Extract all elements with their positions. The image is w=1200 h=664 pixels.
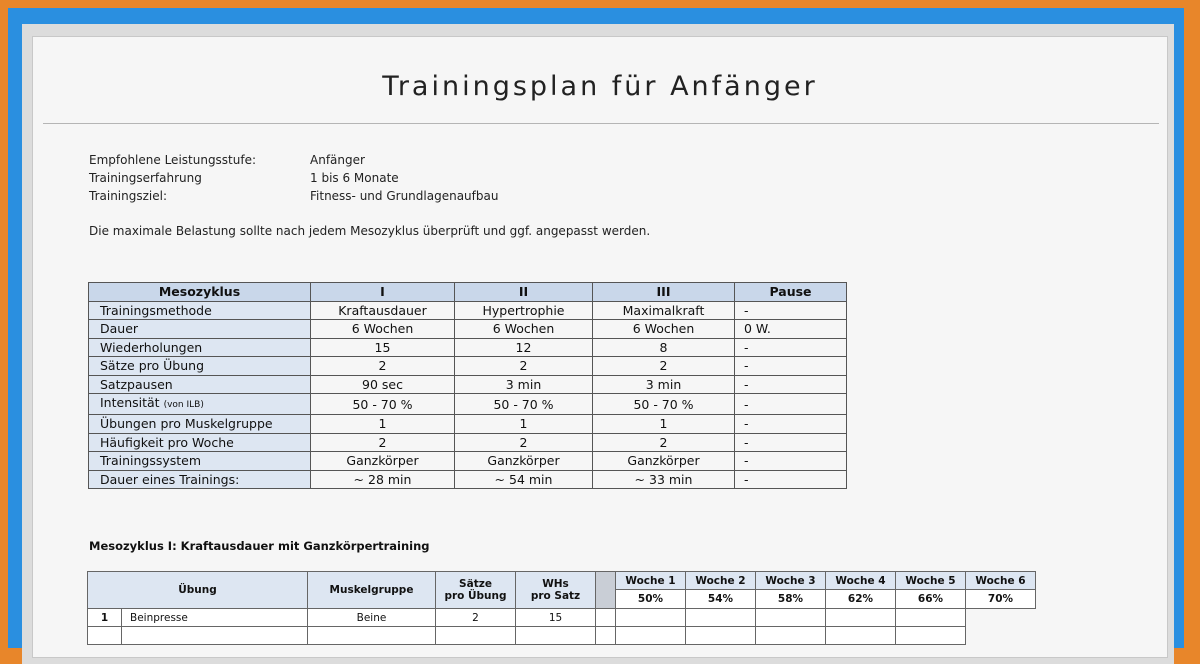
week-label: Woche 1	[616, 572, 686, 590]
cycle-2-value: 3 min	[455, 375, 593, 394]
cycle-2-value: ~ 54 min	[455, 470, 593, 489]
header-muscle-group: Muskelgruppe	[308, 572, 436, 609]
week-label: Woche 6	[966, 572, 1036, 590]
info-key: Trainingserfahrung	[89, 171, 202, 185]
pause-value: -	[735, 433, 847, 452]
week-cell	[686, 609, 756, 627]
week-intensity: 50%	[616, 590, 686, 609]
cycle-3-value: Maximalkraft	[593, 301, 735, 320]
row-label-text: Wiederholungen	[100, 339, 203, 355]
week-intensity: 70%	[966, 590, 1036, 609]
week-cell	[596, 609, 616, 627]
cycle-1-value: Ganzkörper	[311, 452, 455, 471]
cycle-1-value: 6 Wochen	[311, 320, 455, 339]
row-label	[89, 320, 311, 339]
week-label: Woche 3	[756, 572, 826, 590]
cycle-2-value: 12	[455, 338, 593, 357]
table-row	[89, 357, 847, 376]
row-label	[89, 375, 311, 394]
column-separator	[596, 572, 616, 609]
info-value: Fitness- und Grundlagenaufbau	[310, 189, 499, 203]
row-label-text: Satzpausen	[100, 376, 173, 392]
cycle-3-value: 50 - 70 %	[593, 394, 735, 415]
training-plan-table	[87, 571, 1036, 645]
cycle-3-value: 8	[593, 338, 735, 357]
pause-value: -	[735, 338, 847, 357]
week-label: Woche 2	[686, 572, 756, 590]
cycle-3-value: 2	[593, 433, 735, 452]
pause-value: -	[735, 452, 847, 471]
row-label-note: (von ILB)	[163, 400, 204, 410]
header-reps-line1: WHs	[542, 578, 569, 590]
week-intensity: 54%	[686, 590, 756, 609]
muscle-group: Beine	[308, 609, 436, 627]
cycle-3-value: 6 Wochen	[593, 320, 735, 339]
header-reps-line2: pro Satz	[530, 590, 581, 602]
cycle-3-value: 1	[593, 415, 735, 434]
cycle-1-value: 90 sec	[311, 375, 455, 394]
document-title: Trainingsplan für Anfänger	[382, 71, 818, 102]
cycle-2-value: Ganzkörper	[455, 452, 593, 471]
cycle-2-value: Hypertrophie	[455, 301, 593, 320]
header-cycle-3: III	[593, 283, 735, 302]
info-key: Empfohlene Leistungsstufe:	[89, 153, 257, 167]
pause-value: -	[735, 470, 847, 489]
sets-value: 2	[436, 609, 516, 627]
header-sets-line1: Sätze	[459, 578, 492, 590]
cycle-1-value: 2	[311, 433, 455, 452]
cycle-1-value: Kraftausdauer	[311, 301, 455, 320]
table-row	[89, 375, 847, 394]
cycle-1-value: 50 - 70 %	[311, 394, 455, 415]
reps-value: 15	[516, 609, 596, 627]
row-label	[89, 470, 311, 489]
row-label-text: Trainingsmethode	[100, 302, 212, 318]
row-label-text: Übungen pro Muskelgruppe	[100, 416, 273, 432]
adjustment-note: Die maximale Belastung sollte nach jedem Mesozyklus überprüft und ggf. angepasst werden.	[89, 224, 651, 238]
title-divider	[43, 123, 1159, 124]
exercise-name: Beinpresse	[122, 609, 308, 627]
cycle-1-value: 1	[311, 415, 455, 434]
cycle-2-value: 50 - 70 %	[455, 394, 593, 415]
header-reps	[516, 572, 596, 609]
table-row	[89, 470, 847, 489]
week-cell	[896, 609, 966, 627]
week-intensity: 58%	[756, 590, 826, 609]
cycle-2-value: 1	[455, 415, 593, 434]
header-mesozyklus: Mesozyklus	[89, 283, 311, 302]
table-row	[89, 452, 847, 471]
table-row	[89, 394, 847, 415]
document-sheet	[32, 36, 1168, 658]
cycle-2-value: 2	[455, 433, 593, 452]
table-row	[89, 320, 847, 339]
row-label	[89, 301, 311, 320]
table-row	[89, 338, 847, 357]
row-label	[89, 394, 311, 415]
table-row	[89, 301, 847, 320]
pause-value: -	[735, 394, 847, 415]
cycle-1-value: 15	[311, 338, 455, 357]
pause-value: -	[735, 375, 847, 394]
week-cell	[756, 609, 826, 627]
cycle-1-value: ~ 28 min	[311, 470, 455, 489]
header-cycle-2: II	[455, 283, 593, 302]
header-sets	[436, 572, 516, 609]
table-row	[88, 609, 1036, 627]
pause-value: -	[735, 415, 847, 434]
header-pause: Pause	[735, 283, 847, 302]
pause-value: -	[735, 357, 847, 376]
pause-value: 0 W.	[735, 320, 847, 339]
header-cycle-1: I	[311, 283, 455, 302]
exercise-number: 1	[88, 609, 122, 627]
row-label-text: Dauer eines Trainings:	[100, 471, 240, 487]
week-cell	[826, 609, 896, 627]
cycle-3-value: 3 min	[593, 375, 735, 394]
row-label-text: Intensität	[100, 395, 160, 410]
table-header-row	[89, 283, 847, 302]
row-label-text: Trainingssystem	[100, 453, 202, 469]
week-intensity: 66%	[896, 590, 966, 609]
cycle-3-value: Ganzkörper	[593, 452, 735, 471]
cycle-3-value: ~ 33 min	[593, 470, 735, 489]
row-label	[89, 357, 311, 376]
table-row	[89, 415, 847, 434]
header-sets-line2: pro Übung	[444, 590, 507, 602]
week-cell	[616, 609, 686, 627]
cycle-2-value: 2	[455, 357, 593, 376]
row-label	[89, 415, 311, 434]
info-key: Trainingsziel:	[89, 189, 167, 203]
week-intensity: 62%	[826, 590, 896, 609]
row-label	[89, 338, 311, 357]
cycle-3-value: 2	[593, 357, 735, 376]
row-label	[89, 433, 311, 452]
info-value: Anfänger	[310, 153, 365, 167]
cycle-1-value: 2	[311, 357, 455, 376]
pause-value: -	[735, 301, 847, 320]
mesocycle-table	[88, 282, 847, 489]
week-label: Woche 4	[826, 572, 896, 590]
row-label	[89, 452, 311, 471]
row-label-text: Häufigkeit pro Woche	[100, 434, 234, 450]
cycle-2-value: 6 Wochen	[455, 320, 593, 339]
table-row	[89, 433, 847, 452]
table-row	[88, 627, 1036, 645]
info-value: 1 bis 6 Monate	[310, 171, 399, 185]
section-subheading: Mesozyklus I: Kraftausdauer mit Ganzkörpertraining	[89, 539, 430, 553]
row-label-text: Sätze pro Übung	[100, 358, 205, 374]
week-label: Woche 5	[896, 572, 966, 590]
row-label-text: Dauer	[100, 321, 139, 337]
header-exercise: Übung	[88, 572, 308, 609]
